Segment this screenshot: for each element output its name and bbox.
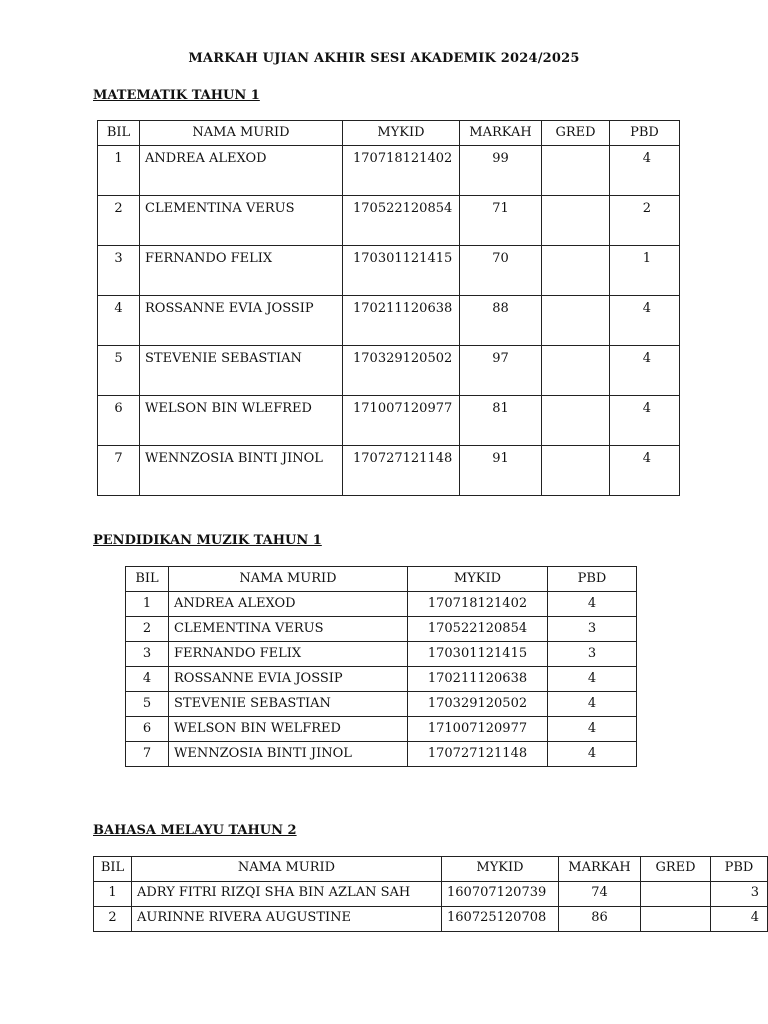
cell-gred — [542, 346, 610, 396]
cell-nama: FERNANDO FELIX — [169, 642, 408, 667]
cell-nama: ROSSANNE EVIA JOSSIP — [140, 296, 343, 346]
cell-mykid: 170329120502 — [343, 346, 460, 396]
cell-gred — [542, 146, 610, 196]
cell-markah: 99 — [460, 146, 542, 196]
cell-nama: WELSON BIN WLEFRED — [140, 396, 343, 446]
cell-nama: ROSSANNE EVIA JOSSIP — [169, 667, 408, 692]
cell-nama: ANDREA ALEXOD — [140, 146, 343, 196]
cell-pbd: 4 — [548, 717, 637, 742]
column-header-nama-murid: NAMA MURID — [132, 857, 442, 882]
cell-markah: 86 — [559, 907, 641, 932]
cell-gred — [542, 196, 610, 246]
column-header-markah: MARKAH — [559, 857, 641, 882]
cell-pbd: 3 — [548, 617, 637, 642]
cell-nama: ADRY FITRI RIZQI SHA BIN AZLAN SAH — [132, 882, 442, 907]
cell-bil: 6 — [98, 396, 140, 446]
cell-markah: 81 — [460, 396, 542, 446]
column-header-mykid: MYKID — [442, 857, 559, 882]
cell-pbd: 3 — [711, 882, 768, 907]
cell-pbd: 2 — [610, 196, 680, 246]
cell-pbd: 3 — [548, 642, 637, 667]
cell-mykid: 170522120854 — [343, 196, 460, 246]
cell-bil: 7 — [98, 446, 140, 496]
cell-markah: 74 — [559, 882, 641, 907]
column-header-gred: GRED — [641, 857, 711, 882]
cell-pbd: 4 — [548, 692, 637, 717]
marks-table-muzik — [125, 566, 637, 767]
cell-bil: 1 — [94, 882, 132, 907]
cell-mykid: 170301121415 — [343, 246, 460, 296]
cell-pbd: 4 — [548, 592, 637, 617]
column-header-pbd: PBD — [548, 567, 637, 592]
marks-table-bahasa-melayu — [93, 856, 768, 932]
cell-bil: 2 — [126, 617, 169, 642]
table-row — [94, 907, 768, 932]
cell-mykid: 171007120977 — [343, 396, 460, 446]
column-header-mykid: MYKID — [343, 121, 460, 146]
column-header-bil: BIL — [98, 121, 140, 146]
table-row — [126, 592, 637, 617]
cell-bil: 4 — [98, 296, 140, 346]
cell-pbd: 4 — [610, 346, 680, 396]
cell-pbd: 4 — [610, 296, 680, 346]
column-header-bil: BIL — [94, 857, 132, 882]
cell-nama: WENNZOSIA BINTI JINOL — [169, 742, 408, 767]
table-header-row — [94, 857, 768, 882]
cell-mykid: 170211120638 — [343, 296, 460, 346]
column-header-pbd: PBD — [610, 121, 680, 146]
cell-mykid: 170522120854 — [408, 617, 548, 642]
table-header-row — [126, 567, 637, 592]
cell-gred — [641, 882, 711, 907]
table-row — [126, 692, 637, 717]
section-heading-matematik: MATEMATIK TAHUN 1 — [93, 88, 260, 103]
table-row — [94, 882, 768, 907]
cell-bil: 4 — [126, 667, 169, 692]
cell-gred — [542, 246, 610, 296]
cell-bil: 1 — [126, 592, 169, 617]
column-header-gred: GRED — [542, 121, 610, 146]
column-header-pbd: PBD — [711, 857, 768, 882]
cell-markah: 70 — [460, 246, 542, 296]
cell-nama: ANDREA ALEXOD — [169, 592, 408, 617]
cell-gred — [542, 446, 610, 496]
cell-nama: CLEMENTINA VERUS — [169, 617, 408, 642]
table-header-row — [98, 121, 680, 146]
column-header-markah: MARKAH — [460, 121, 542, 146]
cell-mykid: 160725120708 — [442, 907, 559, 932]
cell-markah: 88 — [460, 296, 542, 346]
cell-mykid: 170718121402 — [408, 592, 548, 617]
cell-pbd: 4 — [548, 742, 637, 767]
cell-nama: CLEMENTINA VERUS — [140, 196, 343, 246]
table-row — [98, 146, 680, 196]
cell-bil: 7 — [126, 742, 169, 767]
cell-mykid: 170301121415 — [408, 642, 548, 667]
table-row — [126, 742, 637, 767]
cell-pbd: 1 — [610, 246, 680, 296]
table-row — [126, 642, 637, 667]
cell-mykid: 171007120977 — [408, 717, 548, 742]
cell-nama: AURINNE RIVERA AUGUSTINE — [132, 907, 442, 932]
cell-bil: 1 — [98, 146, 140, 196]
cell-gred — [641, 907, 711, 932]
cell-bil: 3 — [98, 246, 140, 296]
table-row — [98, 296, 680, 346]
cell-mykid: 170727121148 — [408, 742, 548, 767]
section-heading-bahasa-melayu: BAHASA MELAYU TAHUN 2 — [93, 823, 297, 838]
cell-pbd: 4 — [548, 667, 637, 692]
cell-mykid: 170727121148 — [343, 446, 460, 496]
cell-pbd: 4 — [610, 446, 680, 496]
column-header-bil: BIL — [126, 567, 169, 592]
table-row — [126, 617, 637, 642]
cell-bil: 5 — [98, 346, 140, 396]
table-row — [126, 667, 637, 692]
cell-mykid: 170211120638 — [408, 667, 548, 692]
column-header-nama-murid: NAMA MURID — [140, 121, 343, 146]
cell-pbd: 4 — [610, 396, 680, 446]
table-row — [98, 446, 680, 496]
table-row — [98, 246, 680, 296]
cell-bil: 3 — [126, 642, 169, 667]
cell-mykid: 170329120502 — [408, 692, 548, 717]
cell-bil: 6 — [126, 717, 169, 742]
section-heading-muzik: PENDIDIKAN MUZIK TAHUN 1 — [93, 533, 322, 548]
cell-gred — [542, 396, 610, 446]
document-title: MARKAH UJIAN AKHIR SESI AKADEMIK 2024/2025 — [188, 51, 580, 66]
column-header-nama-murid: NAMA MURID — [169, 567, 408, 592]
cell-bil: 2 — [98, 196, 140, 246]
cell-markah: 71 — [460, 196, 542, 246]
cell-markah: 91 — [460, 446, 542, 496]
cell-bil: 5 — [126, 692, 169, 717]
cell-nama: FERNANDO FELIX — [140, 246, 343, 296]
cell-nama: STEVENIE SEBASTIAN — [169, 692, 408, 717]
cell-gred — [542, 296, 610, 346]
cell-nama: WELSON BIN WELFRED — [169, 717, 408, 742]
marks-table-matematik — [97, 120, 680, 496]
cell-pbd: 4 — [711, 907, 768, 932]
cell-nama: STEVENIE SEBASTIAN — [140, 346, 343, 396]
cell-mykid: 160707120739 — [442, 882, 559, 907]
cell-nama: WENNZOSIA BINTI JINOL — [140, 446, 343, 496]
cell-markah: 97 — [460, 346, 542, 396]
cell-pbd: 4 — [610, 146, 680, 196]
cell-bil: 2 — [94, 907, 132, 932]
table-row — [98, 196, 680, 246]
table-row — [98, 396, 680, 446]
column-header-mykid: MYKID — [408, 567, 548, 592]
table-row — [126, 717, 637, 742]
table-row — [98, 346, 680, 396]
cell-mykid: 170718121402 — [343, 146, 460, 196]
